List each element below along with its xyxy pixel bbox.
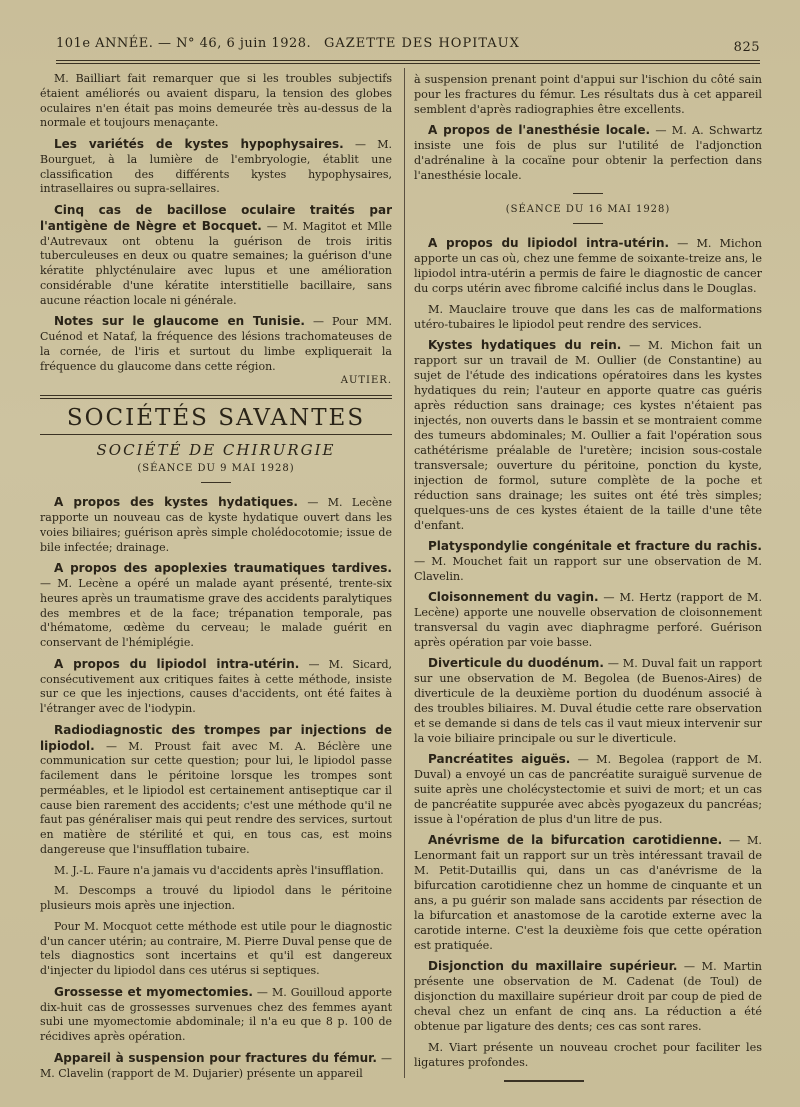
issue-info: 101e ANNÉE. — N° 46, 6 juin 1928. xyxy=(56,36,312,51)
left-column xyxy=(40,72,392,1087)
article-body: — M. A. Schwartz insiste une fois de plus sur l'utilité de l'adjonction d'adrénaline à la cocaïne pour obtenir la perfection dans l'anesthésie locale. xyxy=(414,124,762,182)
article xyxy=(40,495,392,555)
paragraph: M. Mauclaire trouve que dans les cas de malformations utéro-tubaires le lipiodol peut rendre des services. xyxy=(414,303,762,331)
article-heading: Cinq cas de bacillose oculaire traités par l'antigène de Nègre et Bocquet. xyxy=(40,203,392,233)
section-rule-thin xyxy=(40,434,392,435)
article-body: — M. Lenormant fait un rapport sur un très intéressant travail de M. Petit-Dutaillis qui, dans un cas d'anévrisme de la bifurcation carotidienne chez un homme de cinquante et un ans, a pu guérir son malade sans accidents par résection de la bifurcation et anastomose de la carotide externe avec la carotide interne. C'est la deuxième fois que cette opération est pratiquée. xyxy=(414,834,762,952)
article-heading: Platyspondylie congénitale et fracture du rachis. xyxy=(428,539,762,553)
session-date: (SÉANCE DU 16 MAI 1928) xyxy=(505,204,671,215)
article xyxy=(414,338,762,533)
society-title: SOCIÉTÉ DE CHIRURGIE xyxy=(96,440,336,459)
paragraph: M. J.-L. Faure n'a jamais vu d'accidents après l'insufflation. xyxy=(54,863,384,877)
paragraph: à suspension prenant point d'appui sur l'ischion du côté sain pour les fractures du fémur. Les résultats dus à cet appareil semblent d'après radiographies être excellents. xyxy=(414,73,762,116)
article-heading: Cloisonnement du vagin. xyxy=(428,590,599,604)
article xyxy=(414,236,762,296)
article-body: — M. Michon apporte un cas où, chez une femme de soixante-treize ans, le lipiodol intra-utérin a permis de faire le diagnostic de cancer du corps utérin avec fibrome calcifié inclus dans le Douglas. xyxy=(414,237,763,295)
journal-title: GAZETTE DES HOPITAUX xyxy=(324,36,520,51)
article-heading: A propos des kystes hydatiques. xyxy=(54,495,298,510)
short-rule xyxy=(201,482,231,483)
article-heading: Pancréatites aiguës. xyxy=(428,752,571,766)
paragraph: Pour M. Mocquot cette méthode est utile pour le diagnostic d'un cancer utérin; au contraire, M. Pierre Duval pense que de tels diagnostics sont incertains et qu'il est dangereux d'injecter du lipiodol dans ces utérus si septiques. xyxy=(40,919,392,977)
article xyxy=(40,314,392,374)
article-heading: Appareil à suspension pour fractures du fémur. xyxy=(54,1050,377,1065)
short-rule xyxy=(573,193,603,194)
article-body: — M. Michon fait un rapport sur un travail de M. Oullier (de Constantine) au sujet de l'étude des indications opératoires dans les kystes hydatiques du rein; l'auteur en apporte quatre cas guéris après réduction sans drainage; ces kystes n'étaient pas injectés, non ouverts dans le bassin et se montraient comme des tumeurs abdominales; M. Oullier a fait l'opération sous cathétérisme préalable de l'uretère; incision sous-costale transversale; ouverture du péritoine, ponction du kyste, injection de formol, suture complète de la poche et réduction sans drainage; les suites ont été très simples; quelques-uns de ces kystes étaient de la taille d'une tête d'enfant. xyxy=(414,339,762,532)
article-heading: Les variétés de kystes hypophysaires. xyxy=(54,137,344,151)
article-body: — M. Bourguet, à la lumière de l'embryologie, établit une classification des différents kystes hypophysaires, intrasellaires ou supra-sellaires. xyxy=(40,138,392,196)
paragraph: M. Bailliart fait remarquer que si les troubles subjectifs étaient améliorés ou avaient disparu, la tension des globes oculaires n'en était pas moins demeurée très au-dessus de la normale et toujours menaçante. xyxy=(40,72,392,130)
article xyxy=(40,723,392,858)
page-number: 825 xyxy=(733,40,760,55)
article xyxy=(40,657,392,717)
section-rule xyxy=(40,395,392,399)
short-rule xyxy=(573,223,603,224)
article xyxy=(414,539,762,584)
column-divider xyxy=(404,68,405,1078)
article-heading: A propos du lipiodol intra-utérin. xyxy=(54,656,300,671)
article-body: — M. Duval fait un rapport sur une observation de M. Begolea (de Buenos-Aires) de diverticule de la deuxième portion du duodénum associé à des troubles biliaires. M. Duval étudie cette rare observation et se demande si dans de tels cas il vaut mieux intervenir sur la voie biliaire principale ou sur le diverticule. xyxy=(414,657,762,745)
article-body: — M. Lecène rapporte un nouveau cas de kyste hydatique ouvert dans les voies biliaires; guérison après simple cholédocotomie; issue de bile infectée; drainage. xyxy=(40,496,392,554)
article-heading: A propos du lipiodol intra-utérin. xyxy=(428,236,670,250)
article xyxy=(414,123,762,183)
article xyxy=(40,1051,392,1082)
article-heading: Disjonction du maxillaire supérieur. xyxy=(428,959,678,973)
paragraph: M. Viart présente un nouveau crochet pour faciliter les ligatures profondes. xyxy=(414,1041,762,1069)
article-body: — M. Begolea (rapport de M. Duval) a envoyé un cas de pancréatite suraiguë survenue de suite après une cholécystectomie et suivi de mort; et un cas de pancréatite suppurée avec abcès pyogazeux du pancréas; issue à l'opération de plus d'un litre de pus. xyxy=(414,753,763,826)
article xyxy=(40,561,392,651)
article-heading: Notes sur le glaucome en Tunisie. xyxy=(54,314,305,329)
article xyxy=(414,656,762,746)
end-rule xyxy=(504,1080,584,1082)
right-column xyxy=(414,72,762,1082)
paragraph: M. Descomps a trouvé du lipiodol dans le péritoine plusieurs mois après une injection. xyxy=(40,884,392,912)
article-body: — M. Sicard, consécutivement aux critiques faites à cette méthode, insiste sur ce que les injections, causes d'accidents, ont été faites à l'étranger avec de l'iodypin. xyxy=(40,657,392,715)
article-heading: Radiodiagnostic des trompes par injections de lipiodol. xyxy=(40,722,392,753)
article xyxy=(414,959,762,1034)
header-rule xyxy=(56,60,760,61)
article-heading: A propos des apoplexies traumatiques tardives. xyxy=(54,561,392,576)
article-body: — M. Gouilloud apporte dix-huit cas de grossesses survenues chez des femmes ayant subi une myomectomie abdominale; il n'a eu que 8 p. 100 de récidives après opération. xyxy=(40,985,392,1043)
article-body: — M. Mouchet fait un rapport sur une observation de M. Clavelin. xyxy=(414,555,762,583)
article xyxy=(40,203,392,308)
session-date: (SÉANCE DU 9 MAI 1928) xyxy=(137,462,295,474)
article-body: — M. Hertz (rapport de M. Lecène) apporte une nouvelle observation de cloisonnement transversal du vagin avec diaphragme perforé. Guérison après opération par voie basse. xyxy=(414,591,762,649)
section-title: SOCIÉTÉS SAVANTES xyxy=(66,405,366,431)
article-heading: Grossesse et myomectomies. xyxy=(54,984,253,999)
article xyxy=(40,985,392,1045)
article-body: — M. Lecène a opéré un malade ayant présenté, trente-six heures après un traumatisme grave des accidents paralytiques des membres et de la face; trépanation temporale, pas d'hématome, œdème du cerveau; le malade guérit en conservant de l'hémiplégie. xyxy=(40,577,392,649)
article-heading: Anévrisme de la bifurcation carotidienne. xyxy=(428,833,723,847)
article-body: — M. Proust fait avec M. A. Béclère une communication sur cette question; pour lui, le lipiodol passe facilement dans le péritoine lorsque les trompes sont perméables, et le lipiodol est certainement antiseptique car il cause bien rarement des accidents; c'est une méthode qu'il ne faut pas généraliser mais qui peut rendre des services, surtout en matière de stérilité et qui, en tous cas, est moins dangereuse que l'insufflation tubaire. xyxy=(40,739,392,856)
article-body: — M. Martin présente une observation de M. Cadenat (de Toul) de disjonction du maxillaire supérieur droit par coup de pied de cheval chez un enfant de cinq ans. La réduction a été obtenue par ligature des dents; ces cas sont rares. xyxy=(414,960,762,1033)
article xyxy=(414,752,762,827)
article-heading: Diverticule du duodénum. xyxy=(428,656,604,670)
article-body: — Pour MM. Cuénod et Nataf, la fréquence des lésions trachomateuses de la cornée, de l'iris et surtout du limbe expliquerait la fréquence du glaucome dans cette région. xyxy=(40,315,392,373)
header-rule-2 xyxy=(56,63,760,64)
article-body: — M. Clavelin (rapport de M. Dujarier) présente un appareil xyxy=(40,1051,392,1080)
article xyxy=(414,590,762,650)
page-header xyxy=(56,34,760,54)
article-body: — M. Magitot et Mlle d'Autrevaux ont obtenu la guérison de trois iritis tuberculeuses en deux ou quatre semaines; la guérison d'une kératite phlycténulaire avec lupus et une amélioration considérable d'une kératite interstitielle bacillaire, sans aucune réaction locale ni générale. xyxy=(40,219,392,307)
author-signature: AUTIER. xyxy=(340,375,392,387)
article-heading: Kystes hydatiques du rein. xyxy=(428,338,622,352)
article xyxy=(414,833,762,953)
article xyxy=(40,137,392,197)
article-heading: A propos de l'anesthésie locale. xyxy=(428,123,651,137)
